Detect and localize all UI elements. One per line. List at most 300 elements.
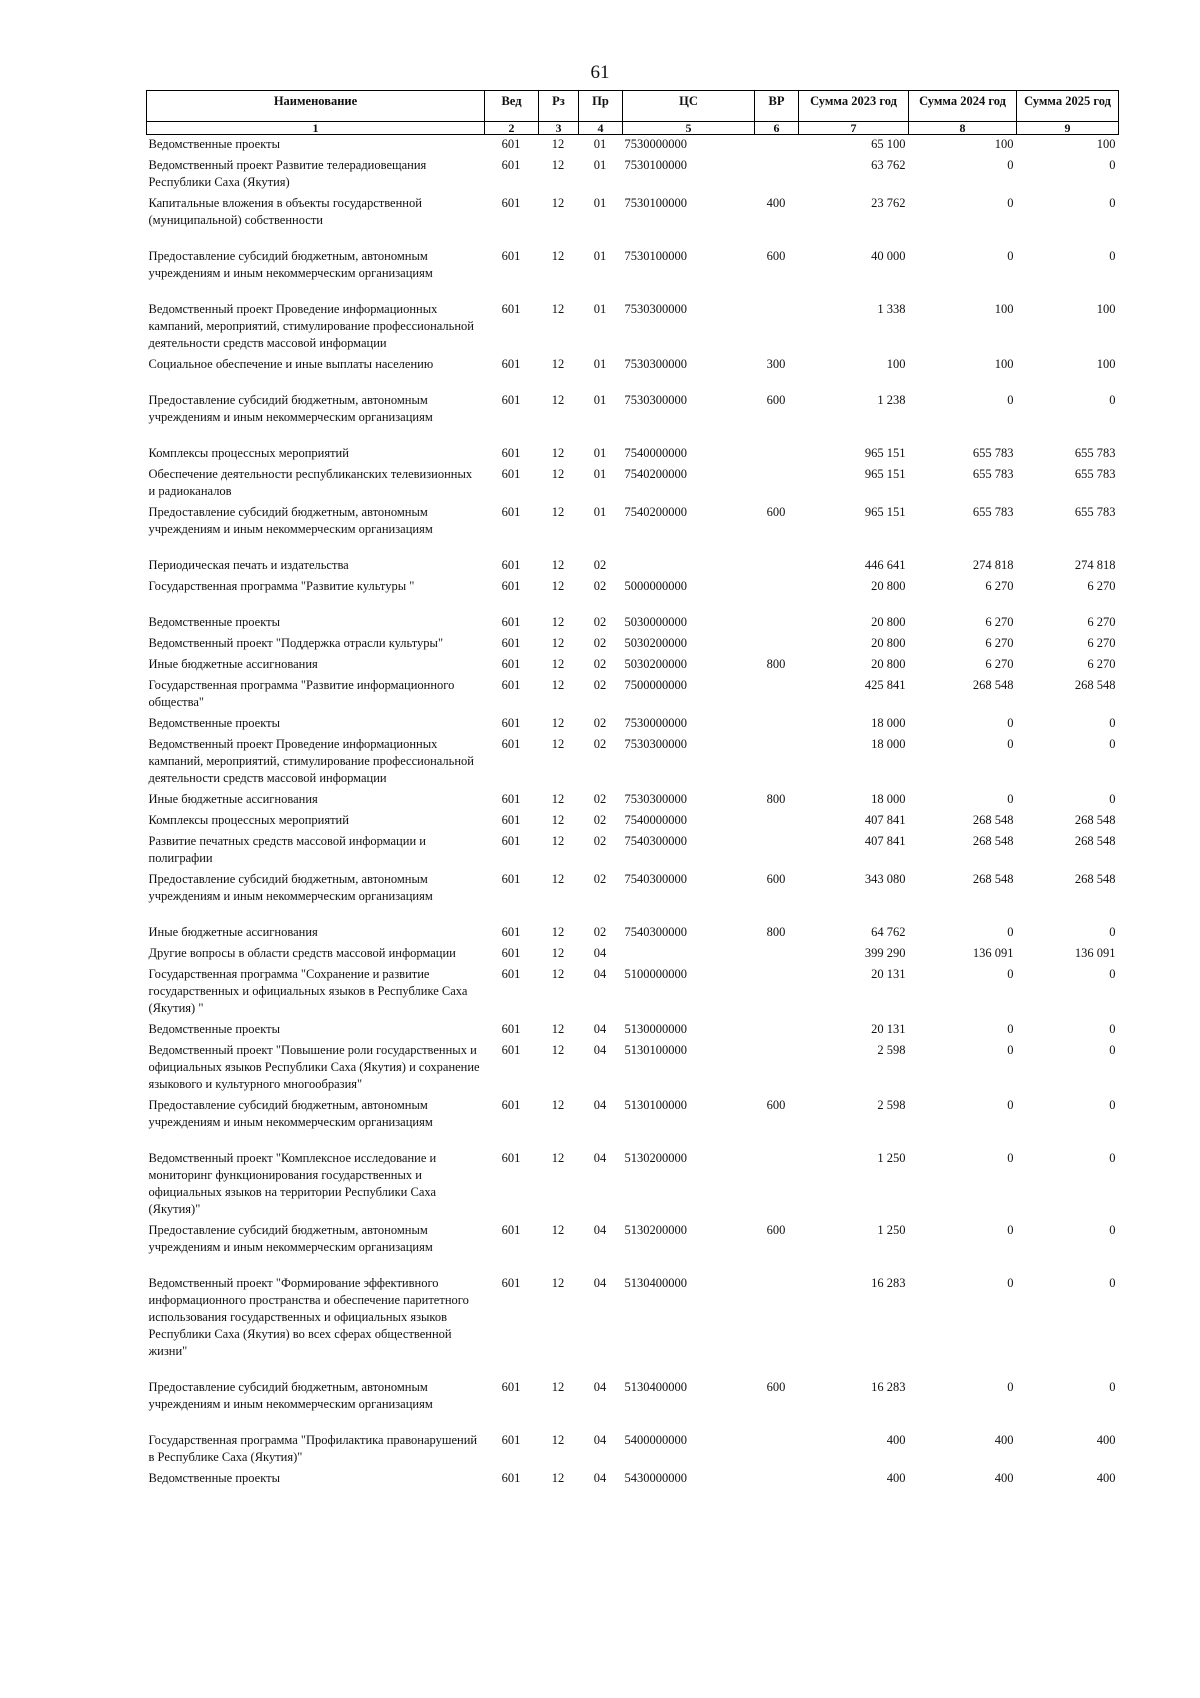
cell-rz: 12 xyxy=(551,302,565,316)
cell-rz: 12 xyxy=(551,1276,565,1290)
amount-2023: 20 800 xyxy=(871,636,906,650)
column-number: 3 xyxy=(539,122,579,135)
column-header: Сумма 2023 год xyxy=(799,91,909,122)
cell-pr: 04 xyxy=(593,1098,607,1112)
cell-vr: 600 xyxy=(766,1223,786,1237)
table-row xyxy=(147,735,1119,790)
amount-2024: 0 xyxy=(1007,393,1014,407)
cell-ved: 601 xyxy=(501,196,521,210)
amount-2025: 655 783 xyxy=(1074,446,1116,460)
amount-2023: 40 000 xyxy=(871,249,906,263)
amount-2025: 100 xyxy=(1096,357,1116,371)
cell-rz: 12 xyxy=(551,1022,565,1036)
cell-cs: 5430000000 xyxy=(624,1471,687,1485)
amount-2025: 100 xyxy=(1096,137,1116,151)
row-name: Ведомственный проект "Повышение роли государственных и официальных языков Республики Саха (Якутия) и сохранение языкового и культурного многообразия" xyxy=(148,1043,480,1091)
table-row xyxy=(147,577,1119,613)
cell-ved: 601 xyxy=(501,925,521,939)
amount-2024: 0 xyxy=(1007,158,1014,172)
cell-pr: 01 xyxy=(593,393,607,407)
cell-ved: 601 xyxy=(501,558,521,572)
cell-rz: 12 xyxy=(551,158,565,172)
amount-2023: 20 131 xyxy=(871,1022,906,1036)
cell-cs: 7530100000 xyxy=(624,196,687,210)
cell-pr: 04 xyxy=(593,1151,607,1165)
row-name: Ведомственный проект "Поддержка отрасли культуры" xyxy=(148,636,444,650)
row-name: Ведомственные проекты xyxy=(148,1471,281,1485)
column-number: 7 xyxy=(799,122,909,135)
cell-ved: 601 xyxy=(501,1098,521,1112)
table-row xyxy=(147,300,1119,355)
cell-cs: 5130200000 xyxy=(624,1223,687,1237)
row-name: Ведомственный проект Развитие телерадиовещания Республики Саха (Якутия) xyxy=(148,158,427,189)
cell-vr xyxy=(755,444,799,465)
amount-2025: 6 270 xyxy=(1087,657,1116,671)
cell-vr xyxy=(755,465,799,503)
amount-2023: 20 800 xyxy=(871,579,906,593)
row-name: Ведомственный проект Проведение информационных кампаний, мероприятий, стимулирование профессиональной деятельности средств массовой информации xyxy=(148,302,475,350)
cell-vr xyxy=(755,1469,799,1490)
amount-2023: 16 283 xyxy=(871,1276,906,1290)
cell-vr xyxy=(755,613,799,634)
cell-vr: 300 xyxy=(766,357,786,371)
page-number: 61 xyxy=(590,62,610,83)
amount-2023: 1 250 xyxy=(877,1151,906,1165)
cell-vr: 800 xyxy=(766,925,786,939)
amount-2023: 1 338 xyxy=(877,302,906,316)
cell-ved: 601 xyxy=(501,137,521,151)
amount-2024: 274 818 xyxy=(972,558,1014,572)
cell-cs: 7540000000 xyxy=(624,446,687,460)
cell-vr xyxy=(755,714,799,735)
table-row xyxy=(147,676,1119,714)
amount-2025: 0 xyxy=(1109,393,1116,407)
table-row xyxy=(147,714,1119,735)
table-row xyxy=(147,1469,1119,1490)
cell-pr: 02 xyxy=(593,813,607,827)
cell-rz: 12 xyxy=(551,925,565,939)
amount-2023: 18 000 xyxy=(871,716,906,730)
cell-cs: 7530100000 xyxy=(624,249,687,263)
cell-rz: 12 xyxy=(551,1098,565,1112)
cell-vr xyxy=(755,944,799,965)
row-name: Предоставление субсидий бюджетным, автономным учреждениям и иным некоммерческим организациям xyxy=(148,872,433,903)
amount-2023: 343 080 xyxy=(864,872,906,886)
amount-2024: 0 xyxy=(1007,1380,1014,1394)
table-row xyxy=(147,870,1119,923)
cell-rz: 12 xyxy=(551,196,565,210)
amount-2023: 20 131 xyxy=(871,967,906,981)
amount-2023: 400 xyxy=(886,1471,906,1485)
cell-vr xyxy=(755,577,799,613)
amount-2025: 136 091 xyxy=(1074,946,1116,960)
budget-table xyxy=(146,90,1119,1490)
row-name: Обеспечение деятельности республиканских телевизионных и радиоканалов xyxy=(148,467,473,498)
cell-ved: 601 xyxy=(501,615,521,629)
amount-2025: 6 270 xyxy=(1087,579,1116,593)
row-name: Предоставление субсидий бюджетным, автономным учреждениям и иным некоммерческим организациям xyxy=(148,1098,433,1129)
row-name: Предоставление субсидий бюджетным, автономным учреждениям и иным некоммерческим организациям xyxy=(148,1380,433,1411)
column-number: 9 xyxy=(1017,122,1119,135)
row-name: Государственная программа "Развитие информационного общества" xyxy=(148,678,455,709)
amount-2024: 0 xyxy=(1007,737,1014,751)
cell-rz: 12 xyxy=(551,1471,565,1485)
amount-2025: 0 xyxy=(1109,925,1116,939)
table-row xyxy=(147,613,1119,634)
cell-rz: 12 xyxy=(551,579,565,593)
amount-2025: 268 548 xyxy=(1074,872,1116,886)
amount-2023: 1 238 xyxy=(877,393,906,407)
cell-rz: 12 xyxy=(551,1433,565,1447)
cell-ved: 601 xyxy=(501,792,521,806)
cell-vr xyxy=(755,676,799,714)
cell-cs: 7530300000 xyxy=(624,393,687,407)
amount-2023: 965 151 xyxy=(864,505,906,519)
amount-2025: 6 270 xyxy=(1087,615,1116,629)
amount-2025: 274 818 xyxy=(1074,558,1116,572)
row-name: Другие вопросы в области средств массовой информации xyxy=(148,946,456,960)
cell-ved: 601 xyxy=(501,657,521,671)
cell-vr: 600 xyxy=(766,505,786,519)
cell-rz: 12 xyxy=(551,558,565,572)
cell-rz: 12 xyxy=(551,137,565,151)
table-row xyxy=(147,634,1119,655)
amount-2024: 400 xyxy=(994,1471,1014,1485)
amount-2023: 20 800 xyxy=(871,615,906,629)
table-row xyxy=(147,355,1119,391)
amount-2023: 23 762 xyxy=(871,196,906,210)
cell-cs: 7540200000 xyxy=(624,505,687,519)
column-number: 5 xyxy=(623,122,755,135)
amount-2023: 18 000 xyxy=(871,792,906,806)
cell-rz: 12 xyxy=(551,393,565,407)
amount-2025: 0 xyxy=(1109,716,1116,730)
amount-2024: 6 270 xyxy=(985,615,1014,629)
amount-2025: 0 xyxy=(1109,1022,1116,1036)
cell-cs: 7530300000 xyxy=(624,357,687,371)
cell-ved: 601 xyxy=(501,446,521,460)
cell-cs: 5130400000 xyxy=(624,1380,687,1394)
amount-2024: 0 xyxy=(1007,1098,1014,1112)
cell-pr: 01 xyxy=(593,467,607,481)
cell-cs: 7540300000 xyxy=(624,834,687,848)
cell-pr: 02 xyxy=(593,636,607,650)
amount-2024: 655 783 xyxy=(972,467,1014,481)
cell-rz: 12 xyxy=(551,792,565,806)
cell-pr: 04 xyxy=(593,946,607,960)
cell-vr xyxy=(755,832,799,870)
cell-cs xyxy=(623,556,755,577)
cell-ved: 601 xyxy=(501,249,521,263)
cell-cs: 7540300000 xyxy=(624,872,687,886)
cell-cs: 5400000000 xyxy=(624,1433,687,1447)
table-row xyxy=(147,832,1119,870)
column-header: Вед xyxy=(485,91,539,122)
amount-2024: 0 xyxy=(1007,196,1014,210)
cell-rz: 12 xyxy=(551,505,565,519)
amount-2025: 0 xyxy=(1109,249,1116,263)
cell-vr xyxy=(755,811,799,832)
table-row xyxy=(147,811,1119,832)
cell-pr: 02 xyxy=(593,792,607,806)
row-name: Ведомственный проект Проведение информационных кампаний, мероприятий, стимулирование профессиональной деятельности средств массовой информации xyxy=(148,737,475,785)
table-row xyxy=(147,135,1119,157)
row-name: Предоставление субсидий бюджетным, автономным учреждениям и иным некоммерческим организациям xyxy=(148,249,433,280)
cell-cs xyxy=(623,944,755,965)
cell-pr: 04 xyxy=(593,967,607,981)
amount-2025: 0 xyxy=(1109,737,1116,751)
amount-2023: 407 841 xyxy=(864,813,906,827)
cell-vr xyxy=(755,1020,799,1041)
cell-ved: 601 xyxy=(501,158,521,172)
row-name: Периодическая печать и издательства xyxy=(148,558,349,572)
table-row xyxy=(147,1020,1119,1041)
cell-ved: 601 xyxy=(501,1471,521,1485)
amount-2024: 0 xyxy=(1007,1022,1014,1036)
cell-cs: 7530300000 xyxy=(624,737,687,751)
cell-vr xyxy=(755,965,799,1020)
cell-cs: 7530300000 xyxy=(624,792,687,806)
cell-ved: 601 xyxy=(501,467,521,481)
amount-2024: 268 548 xyxy=(972,834,1014,848)
cell-cs: 5000000000 xyxy=(624,579,687,593)
cell-rz: 12 xyxy=(551,678,565,692)
cell-pr: 01 xyxy=(593,249,607,263)
amount-2024: 100 xyxy=(994,357,1014,371)
amount-2024: 268 548 xyxy=(972,872,1014,886)
cell-vr: 600 xyxy=(766,249,786,263)
cell-rz: 12 xyxy=(551,467,565,481)
cell-vr: 600 xyxy=(766,1098,786,1112)
row-name: Ведомственные проекты xyxy=(148,716,281,730)
cell-ved: 601 xyxy=(501,579,521,593)
cell-cs: 7540200000 xyxy=(624,467,687,481)
amount-2023: 965 151 xyxy=(864,446,906,460)
cell-cs: 7530100000 xyxy=(624,158,687,172)
row-name: Комплексы процессных мероприятий xyxy=(148,813,349,827)
cell-vr xyxy=(755,1041,799,1096)
row-name: Иные бюджетные ассигнования xyxy=(148,792,318,806)
cell-vr xyxy=(755,1274,799,1378)
amount-2025: 0 xyxy=(1109,967,1116,981)
row-name: Ведомственные проекты xyxy=(148,1022,281,1036)
cell-vr: 600 xyxy=(766,393,786,407)
cell-rz: 12 xyxy=(551,249,565,263)
cell-pr: 01 xyxy=(593,357,607,371)
amount-2023: 2 598 xyxy=(877,1098,906,1112)
amount-2023: 64 762 xyxy=(871,925,906,939)
amount-2024: 6 270 xyxy=(985,657,1014,671)
cell-cs: 5130000000 xyxy=(624,1022,687,1036)
cell-pr: 01 xyxy=(593,196,607,210)
cell-pr: 02 xyxy=(593,579,607,593)
column-number: 8 xyxy=(909,122,1017,135)
row-name: Предоставление субсидий бюджетным, автономным учреждениям и иным некоммерческим организациям xyxy=(148,505,433,536)
amount-2024: 0 xyxy=(1007,792,1014,806)
row-name: Иные бюджетные ассигнования xyxy=(148,925,318,939)
amount-2023: 65 100 xyxy=(871,137,906,151)
column-header: ЦС xyxy=(623,91,755,122)
table-row xyxy=(147,156,1119,194)
row-name: Ведомственные проекты xyxy=(148,137,281,151)
cell-ved: 601 xyxy=(501,946,521,960)
cell-cs: 7530000000 xyxy=(624,137,687,151)
amount-2025: 6 270 xyxy=(1087,636,1116,650)
column-header: Сумма 2024 год xyxy=(909,91,1017,122)
amount-2024: 100 xyxy=(994,137,1014,151)
cell-vr: 600 xyxy=(766,872,786,886)
amount-2023: 446 641 xyxy=(864,558,906,572)
amount-2025: 0 xyxy=(1109,1223,1116,1237)
column-header: Сумма 2025 год xyxy=(1017,91,1119,122)
table-row xyxy=(147,503,1119,556)
table-row xyxy=(147,944,1119,965)
cell-vr xyxy=(755,300,799,355)
column-number: 2 xyxy=(485,122,539,135)
row-name: Капитальные вложения в объекты государственной (муниципальной) собственности xyxy=(148,196,422,227)
amount-2023: 63 762 xyxy=(871,158,906,172)
amount-2025: 0 xyxy=(1109,196,1116,210)
amount-2024: 268 548 xyxy=(972,678,1014,692)
cell-ved: 601 xyxy=(501,1380,521,1394)
cell-rz: 12 xyxy=(551,1223,565,1237)
table-row xyxy=(147,247,1119,300)
amount-2024: 655 783 xyxy=(972,446,1014,460)
cell-cs: 7500000000 xyxy=(624,678,687,692)
cell-vr: 800 xyxy=(766,657,786,671)
cell-cs: 7530300000 xyxy=(624,302,687,316)
row-name: Государственная программа "Развитие культуры " xyxy=(148,579,415,593)
cell-rz: 12 xyxy=(551,615,565,629)
cell-cs: 5130100000 xyxy=(624,1098,687,1112)
amount-2024: 136 091 xyxy=(972,946,1014,960)
cell-pr: 01 xyxy=(593,137,607,151)
cell-vr xyxy=(755,135,799,157)
amount-2024: 100 xyxy=(994,302,1014,316)
cell-ved: 601 xyxy=(501,302,521,316)
amount-2024: 0 xyxy=(1007,1223,1014,1237)
amount-2025: 655 783 xyxy=(1074,467,1116,481)
cell-rz: 12 xyxy=(551,636,565,650)
table-row xyxy=(147,790,1119,811)
amount-2024: 0 xyxy=(1007,1043,1014,1057)
cell-vr xyxy=(755,156,799,194)
cell-pr: 04 xyxy=(593,1471,607,1485)
amount-2023: 407 841 xyxy=(864,834,906,848)
table-row xyxy=(147,556,1119,577)
column-header: Пр xyxy=(579,91,623,122)
cell-vr xyxy=(755,634,799,655)
table-row xyxy=(147,391,1119,444)
cell-rz: 12 xyxy=(551,657,565,671)
row-name: Предоставление субсидий бюджетным, автономным учреждениям и иным некоммерческим организациям xyxy=(148,1223,433,1254)
cell-rz: 12 xyxy=(551,813,565,827)
table-row xyxy=(147,1274,1119,1378)
row-name: Государственная программа "Сохранение и развитие государственных и официальных языков в Республике Саха (Якутия) " xyxy=(148,967,468,1015)
table-row xyxy=(147,1221,1119,1274)
table-row xyxy=(147,194,1119,247)
cell-rz: 12 xyxy=(551,737,565,751)
row-name: Ведомственный проект "Комплексное исследование и мониторинг функционирования государственных и официальных языков на территории Республики Саха (Якутия)" xyxy=(148,1151,437,1216)
cell-pr: 02 xyxy=(593,615,607,629)
amount-2024: 0 xyxy=(1007,1276,1014,1290)
amount-2025: 0 xyxy=(1109,1276,1116,1290)
amount-2025: 655 783 xyxy=(1074,505,1116,519)
cell-ved: 601 xyxy=(501,872,521,886)
amount-2024: 0 xyxy=(1007,1151,1014,1165)
column-number: 4 xyxy=(579,122,623,135)
amount-2023: 20 800 xyxy=(871,657,906,671)
row-name: Иные бюджетные ассигнования xyxy=(148,657,318,671)
cell-pr: 01 xyxy=(593,505,607,519)
cell-cs: 7540000000 xyxy=(624,813,687,827)
cell-pr: 02 xyxy=(593,678,607,692)
cell-rz: 12 xyxy=(551,357,565,371)
cell-ved: 601 xyxy=(501,1276,521,1290)
amount-2025: 0 xyxy=(1109,1151,1116,1165)
cell-ved: 601 xyxy=(501,357,521,371)
amount-2024: 6 270 xyxy=(985,579,1014,593)
cell-cs: 5030200000 xyxy=(624,636,687,650)
amount-2025: 0 xyxy=(1109,792,1116,806)
amount-2023: 18 000 xyxy=(871,737,906,751)
table-row xyxy=(147,444,1119,465)
amount-2025: 0 xyxy=(1109,1043,1116,1057)
amount-2025: 400 xyxy=(1096,1433,1116,1447)
cell-rz: 12 xyxy=(551,967,565,981)
cell-rz: 12 xyxy=(551,1380,565,1394)
amount-2025: 268 548 xyxy=(1074,678,1116,692)
row-name: Предоставление субсидий бюджетным, автономным учреждениям и иным некоммерческим организациям xyxy=(148,393,433,424)
cell-pr: 04 xyxy=(593,1433,607,1447)
cell-rz: 12 xyxy=(551,1043,565,1057)
amount-2024: 0 xyxy=(1007,716,1014,730)
cell-pr: 02 xyxy=(593,834,607,848)
amount-2025: 0 xyxy=(1109,158,1116,172)
amount-2024: 268 548 xyxy=(972,813,1014,827)
column-number: 1 xyxy=(147,122,485,135)
cell-pr: 04 xyxy=(593,1223,607,1237)
cell-pr: 01 xyxy=(593,302,607,316)
amount-2024: 0 xyxy=(1007,967,1014,981)
cell-cs: 5130400000 xyxy=(624,1276,687,1290)
amount-2025: 0 xyxy=(1109,1380,1116,1394)
table-row xyxy=(147,1378,1119,1431)
cell-rz: 12 xyxy=(551,872,565,886)
cell-ved: 601 xyxy=(501,737,521,751)
cell-cs: 5030200000 xyxy=(624,657,687,671)
row-name: Развитие печатных средств массовой информации и полиграфии xyxy=(148,834,426,865)
cell-ved: 601 xyxy=(501,967,521,981)
table-body xyxy=(147,135,1119,1491)
table-header-row xyxy=(147,91,1119,122)
amount-2025: 0 xyxy=(1109,1098,1116,1112)
cell-ved: 601 xyxy=(501,834,521,848)
table-row xyxy=(147,1149,1119,1221)
amount-2025: 268 548 xyxy=(1074,813,1116,827)
cell-ved: 601 xyxy=(501,393,521,407)
row-name: Ведомственные проекты xyxy=(148,615,281,629)
cell-pr: 01 xyxy=(593,446,607,460)
cell-pr: 02 xyxy=(593,657,607,671)
table-row xyxy=(147,1041,1119,1096)
amount-2023: 2 598 xyxy=(877,1043,906,1057)
column-number-row xyxy=(147,122,1119,135)
amount-2025: 400 xyxy=(1096,1471,1116,1485)
amount-2024: 6 270 xyxy=(985,636,1014,650)
cell-rz: 12 xyxy=(551,834,565,848)
cell-ved: 601 xyxy=(501,678,521,692)
